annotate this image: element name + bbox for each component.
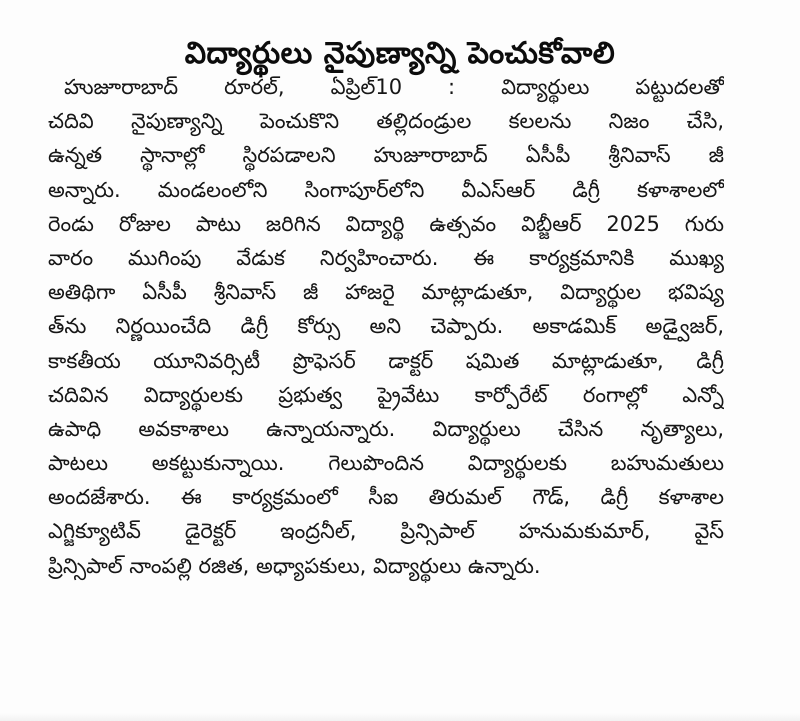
article-headline: విద్యార్థులు నైపుణ్యాన్ని పెంచుకోవాలి [184, 36, 616, 72]
clipping-cut-edge [0, 713, 800, 721]
article-line: ప్రిన్సిపాల్ నాంపల్లి రజిత, అధ్యాపకులు, విద్యార్థులు ఉన్నారు. [48, 553, 541, 578]
article-line: ఎగ్జిక్యూటివ్ డైరెక్టర్ ఇంద్రనీల్, ప్రిన్సిపాల్ హనుమకుమార్, వైస్ [48, 519, 724, 544]
article-line: అన్నారు. మండలంలోని సింగాపూర్‌లోని వీఎస్ఆర్ డిగ్రీ కళాశాలలో [48, 177, 724, 202]
article-line: అందజేశారు. ఈ కార్యక్రమంలో సీఐ తిరుమల్ గౌడ్, డిగ్రీ కళాశాల [48, 485, 724, 510]
article-line: చదివిన విద్యార్థులకు ప్రభుత్వ ప్రైవేటు కార్పోరేట్ రంగాల్లో ఎన్నో [48, 382, 724, 407]
article-line: రెండు రోజుల పాటు జరిగిన విద్యార్థి ఉత్సవం విబ్జీఆర్ 2025 గురు [48, 211, 724, 236]
article-line: హుజూరాబాద్ రూరల్, ఏప్రిల్10 : విద్యార్థులు పట్టుదలతో [64, 75, 724, 99]
article-line: ఉపాధి అవకాశాలు ఉన్నాయన్నారు. విద్యార్థులు చేసిన నృత్యాలు, [48, 416, 724, 441]
article-line: వారం ముగింపు వేడుక నిర్వహించారు. ఈ కార్యక్రమానికి ముఖ్య [48, 245, 724, 270]
article-body [48, 70, 724, 583]
article-line: త్‌ను నిర్ణయించేది డిగ్రీ కోర్సు అని చెప్పారు. అకాడమిక్ అడ్వైజర్, [48, 314, 724, 339]
article-line: ఉన్నత స్థానాల్లో స్థిరపడాలని హుజూరాబాద్ ఏసీపీ శ్రీనివాస్ జీ [48, 143, 724, 168]
article-line: చదివి నైపుణ్యాన్ని పెంచుకొని తల్లిదండ్రుల కలలను నిజం చేసి, [48, 109, 724, 134]
article-line: కాకతీయ యూనివర్సిటీ ప్రొఫెసర్ డాక్టర్ షమిత మాట్లాడుతూ, డిగ్రీ [48, 348, 724, 373]
article-line: అతిథిగా ఏసీపీ శ్రీనివాస్ జీ హాజరై మాట్లాడుతూ, విద్యార్థుల భవిష్య [48, 280, 724, 305]
article-line: పాటలు అకట్టుకున్నాయి. గెలుపొందిన విద్యార్థులకు బహుమతులు [48, 451, 724, 476]
